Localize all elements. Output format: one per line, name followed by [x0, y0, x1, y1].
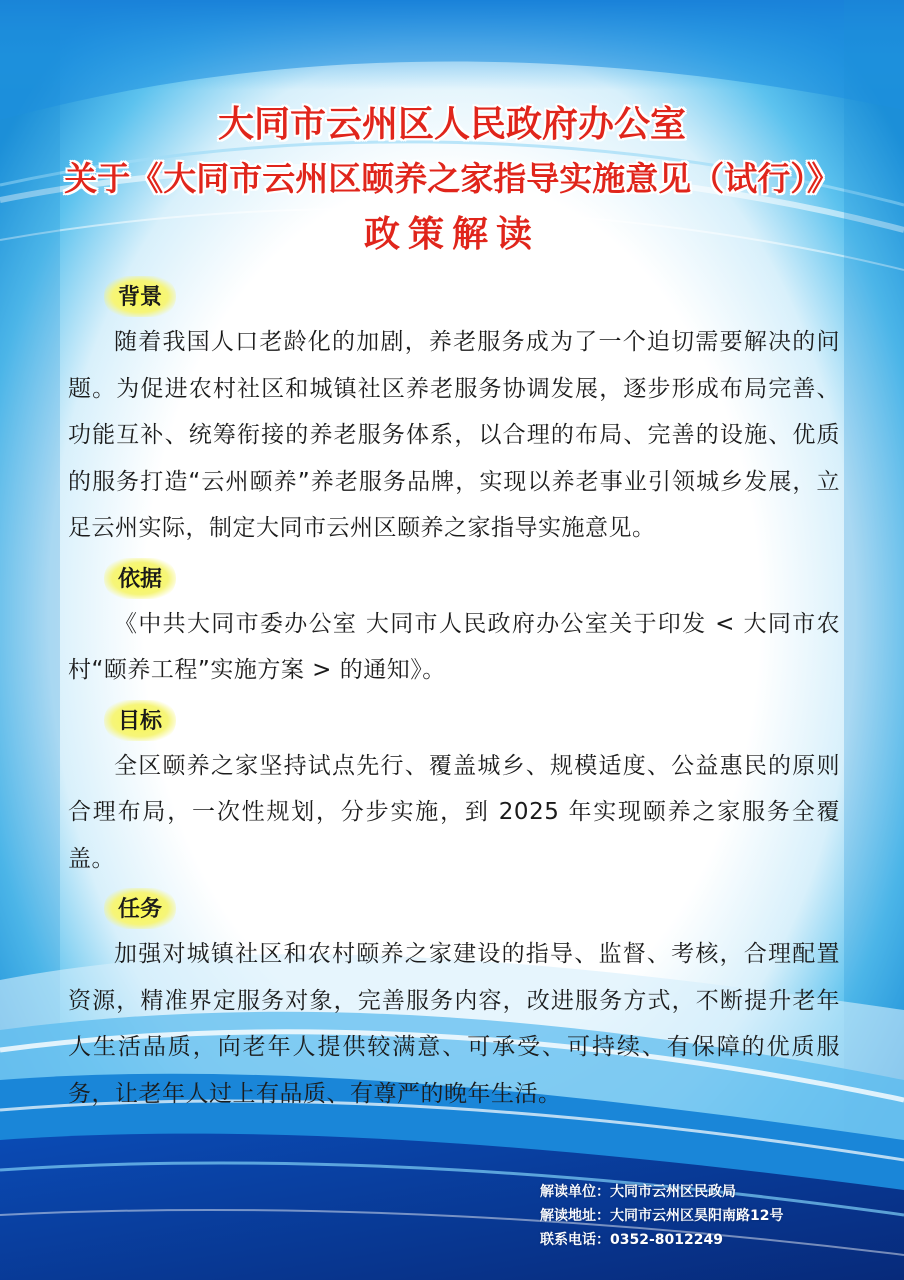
section-text: 全区颐养之家坚持试点先行、覆盖城乡、规模适度、公益惠民的原则合理布局，一次性规划，分步实施，到 2025 年实现颐养之家服务全覆盖。 [68, 752, 840, 872]
contact-phone: 联系电话：0352-8012249 [540, 1232, 723, 1248]
contact-footer [540, 1180, 880, 1252]
section-text: 《中共大同市委办公室 大同市人民政府办公室关于印发 < 大同市农村“颐养工程”实施方案 > 的通知》。 [68, 610, 840, 683]
section-background [68, 276, 840, 552]
title-policy-interpretation: 政策解读 [363, 214, 540, 255]
content-body [68, 276, 840, 1123]
section-text: 随着我国人口老龄化的加剧，养老服务成为了一个迫切需要解决的问题。为促进农村社区和城镇社区养老服务协调发展，逐步形成布局完善、功能互补、统筹衔接的养老服务体系，以合理的布局、完善的设施、优质的服务打造“云州颐养”养老服务品牌，实现以养老事业引领城乡发展，立足云州实际，制定大同市云州区颐养之家指导实施意见。 [68, 329, 840, 541]
section-heading: 任务 [104, 888, 176, 929]
section-goal [68, 700, 840, 883]
interpreting-address: 解读地址：大同市云州区昊阳南路12号 [540, 1208, 784, 1224]
section-basis [68, 558, 840, 694]
title-issuer: 大同市云州区人民政府办公室 [217, 104, 686, 145]
section-task [68, 888, 840, 1117]
section-heading: 背景 [104, 276, 176, 317]
section-heading: 目标 [104, 700, 176, 741]
section-heading: 依据 [104, 558, 176, 599]
document-title [0, 98, 904, 262]
section-text: 加强对城镇社区和农村颐养之家建设的指导、监督、考核，合理配置资源，精准界定服务对象，完善服务内容，改进服务方式，不断提升老年人生活品质，向老年人提供较满意、可承受、可持续、有保障的优质服务，让老年人过上有品质、有尊严的晚年生活。 [68, 941, 840, 1107]
interpreting-unit: 解读单位：大同市云州区民政局 [540, 1184, 736, 1200]
title-subject: 关于《大同市云州区颐养之家指导实施意见（试行）》 [64, 159, 840, 198]
